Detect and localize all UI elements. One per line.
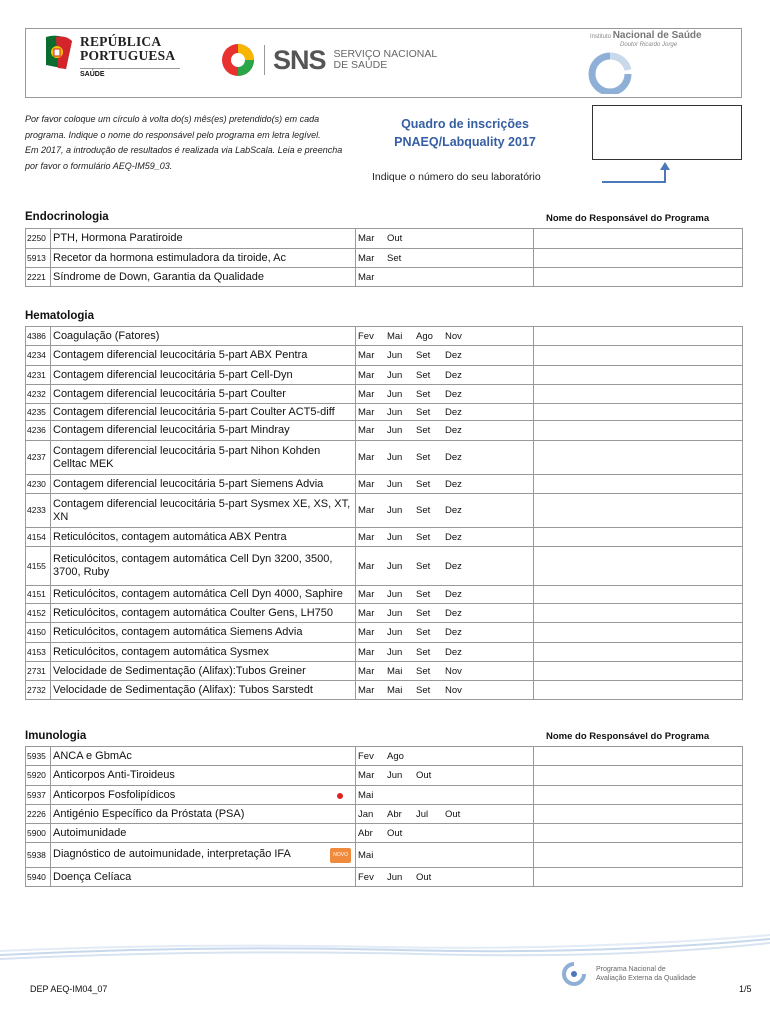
sns-acronym: SNS: [273, 44, 326, 75]
month-option[interactable]: Set: [416, 369, 431, 381]
month-option[interactable]: Mar: [358, 560, 375, 572]
program-name: [51, 586, 356, 604]
table-row: [26, 268, 743, 287]
responsible-name-field[interactable]: [534, 805, 743, 824]
table-hematologia: [25, 326, 743, 700]
month-option[interactable]: Dez: [445, 505, 462, 516]
program-code: 4154: [26, 528, 51, 547]
month-option[interactable]: Nov: [445, 330, 462, 342]
month-option[interactable]: Mar: [358, 646, 375, 658]
month-option[interactable]: Dez: [445, 646, 462, 658]
program-name-text: Reticulócitos, contagem automática Sysmex: [53, 645, 269, 658]
program-name: [51, 786, 356, 805]
program-code: 4237: [26, 441, 51, 475]
program-months: [356, 441, 534, 475]
program-code: 2250: [26, 229, 51, 249]
program-name-text: Reticulócitos, contagem automática Cell Dyn 3200, 3500, 3700, Ruby: [53, 553, 333, 578]
month-option[interactable]: Jun: [387, 369, 403, 381]
program-months: [356, 805, 534, 824]
instructions: [25, 112, 355, 174]
month-option[interactable]: Nov: [445, 684, 462, 696]
program-months: [356, 547, 534, 586]
program-months: [356, 268, 534, 287]
month-option[interactable]: Set: [416, 452, 431, 463]
table-row: [26, 249, 743, 268]
program-code: 4155: [26, 547, 51, 586]
table-row: [26, 404, 743, 421]
program-code: 4233: [26, 494, 51, 528]
pnaeq-logo: [560, 962, 696, 986]
month-option[interactable]: Set: [416, 388, 431, 400]
month-option[interactable]: Dez: [445, 560, 462, 572]
month-option[interactable]: Dez: [445, 607, 462, 619]
month-option[interactable]: Mar: [358, 627, 375, 638]
program-name-text: Reticulócitos, contagem automática Cell Dyn 4000, Saphire: [53, 588, 343, 600]
table-row: [26, 766, 743, 786]
month-option[interactable]: Fev: [358, 871, 374, 883]
month-option[interactable]: Fev: [358, 750, 374, 762]
program-months: [356, 681, 534, 700]
program-months: [356, 604, 534, 623]
table-row: [26, 586, 743, 604]
month-option[interactable]: Jun: [387, 531, 403, 543]
month-option[interactable]: Jun: [387, 607, 403, 619]
program-code: 4236: [26, 421, 51, 441]
month-option[interactable]: Jan: [358, 808, 374, 820]
program-code: 5913: [26, 249, 51, 268]
program-months: [356, 662, 534, 681]
month-option[interactable]: Jun: [387, 589, 403, 600]
month-option[interactable]: Abr: [358, 827, 373, 839]
rp-line2: PORTUGUESA: [80, 48, 176, 63]
responsible-name-field[interactable]: [534, 475, 743, 494]
month-option[interactable]: Jun: [387, 770, 403, 781]
program-months: [356, 366, 534, 385]
month-option[interactable]: Ago: [387, 750, 404, 762]
table-row: [26, 662, 743, 681]
table-row: [26, 366, 743, 385]
program-months: [356, 824, 534, 843]
month-option[interactable]: Mai: [358, 789, 374, 801]
program-months: [356, 229, 534, 249]
table-row: [26, 327, 743, 346]
program-name-text: Anticorpos Fosfolipídicos: [53, 788, 176, 801]
month-option[interactable]: Jun: [387, 452, 403, 463]
responsible-name-field[interactable]: [534, 404, 743, 421]
responsible-name-field[interactable]: [534, 604, 743, 623]
insa-name: Nacional de Saúde: [612, 30, 702, 41]
month-option[interactable]: Set: [416, 478, 431, 490]
month-option[interactable]: Set: [416, 350, 431, 361]
program-code: 2731: [26, 662, 51, 681]
month-option[interactable]: Jul: [416, 808, 429, 820]
month-option[interactable]: Dez: [445, 531, 462, 543]
month-option[interactable]: Dez: [445, 425, 462, 436]
month-option[interactable]: Mar: [358, 505, 375, 516]
month-option[interactable]: Mar: [358, 452, 375, 463]
month-option[interactable]: Dez: [445, 406, 462, 418]
month-option[interactable]: Dez: [445, 350, 462, 361]
page-number: 1/5: [739, 984, 752, 994]
flag-emblem-icon: [44, 35, 74, 69]
month-option[interactable]: Out: [416, 871, 432, 883]
novo-badge: NOVO: [330, 848, 351, 863]
month-option[interactable]: Set: [416, 684, 431, 696]
pnaeq-line1: Programa Nacional de: [596, 966, 666, 973]
month-option[interactable]: Mar: [358, 388, 375, 400]
month-option[interactable]: Mar: [358, 252, 375, 264]
program-code: 4150: [26, 623, 51, 643]
table-row: [26, 623, 743, 643]
responsible-name-field[interactable]: [534, 421, 743, 441]
status-dot-icon: [337, 793, 343, 799]
program-months: [356, 747, 534, 766]
lab-number-field[interactable]: [592, 105, 742, 160]
program-name-text: Reticulócitos, contagem automática Coulter Gens, LH750: [53, 606, 334, 619]
section-title-endocrinologia: Endocrinologia: [25, 211, 109, 223]
program-code: 4234: [26, 346, 51, 366]
program-name-text: Contagem diferencial leucocitária 5-part Nihon Kohden Celltac MEK: [53, 444, 321, 470]
responsible-name-field[interactable]: [534, 662, 743, 681]
month-option[interactable]: Mar: [358, 478, 375, 490]
resp-header-imunologia: Nome do Responsável do Programa: [546, 731, 710, 742]
table-row: [26, 475, 743, 494]
month-option[interactable]: Set: [416, 607, 431, 619]
responsible-name-field[interactable]: [534, 547, 743, 586]
month-option[interactable]: Set: [416, 665, 431, 677]
table-row: [26, 441, 743, 475]
program-name: [51, 494, 356, 528]
month-option[interactable]: Mai: [387, 684, 403, 696]
table-body-hematologia: [26, 327, 743, 700]
responsible-name-field[interactable]: [534, 249, 743, 268]
program-name: [51, 824, 356, 843]
program-name-text: Antigénio Específico da Próstata (PSA): [53, 807, 245, 820]
program-name: [51, 346, 356, 366]
program-name: [51, 229, 356, 249]
month-option[interactable]: Abr: [387, 808, 402, 820]
program-name-text: Diagnóstico de autoimunidade, interpretação IFA: [53, 847, 291, 860]
insa-logo-text: [590, 30, 702, 41]
pnaeq-emblem-icon: [560, 962, 588, 986]
responsible-name-field[interactable]: [534, 528, 743, 547]
program-name: [51, 747, 356, 766]
responsible-name-field[interactable]: [534, 843, 743, 868]
responsible-name-field[interactable]: [534, 441, 743, 475]
program-name-text: ANCA e GbmAc: [53, 749, 132, 762]
program-name: [51, 681, 356, 700]
program-name: [51, 843, 356, 868]
insa-emblem-icon: [588, 52, 633, 94]
insa-prefix: Instituto: [590, 34, 612, 40]
table-row: [26, 604, 743, 623]
month-option[interactable]: Fev: [358, 330, 374, 342]
program-code: 5935: [26, 747, 51, 766]
month-option[interactable]: Ago: [416, 330, 433, 342]
table-row: [26, 843, 743, 868]
rp-line1: REPÚBLICA: [80, 34, 162, 49]
program-code: 4232: [26, 385, 51, 404]
table-body-endocrinologia: [26, 229, 743, 287]
resp-header-endocrinologia: Nome do Responsável do Programa: [546, 213, 710, 224]
program-code: 5937: [26, 786, 51, 805]
month-option[interactable]: Mar: [358, 607, 375, 619]
month-option[interactable]: Mar: [358, 369, 375, 381]
month-option[interactable]: Mar: [358, 770, 375, 781]
program-name-text: Coagulação (Fatores): [53, 329, 160, 342]
program-code: 4230: [26, 475, 51, 494]
program-months: [356, 249, 534, 268]
instructions-2: Em 2017, a introdução de resultados é realizada via LabScala. Leia e preencha por favor o formulário AEQ-IM59_03.: [25, 145, 343, 171]
responsible-name-field[interactable]: [534, 766, 743, 786]
program-name-text: Reticulócitos, contagem automática Siemens Advia: [53, 626, 303, 638]
table-imunologia: [25, 746, 743, 887]
sns-logo: [220, 42, 437, 78]
program-months: [356, 786, 534, 805]
program-name-text: Contagem diferencial leucocitária 5-part Sysmex XE, XS, XT, XN: [53, 497, 351, 523]
responsible-name-field[interactable]: [534, 346, 743, 366]
program-name-text: PTH, Hormona Paratiroide: [53, 232, 183, 244]
document-id: DEP AEQ-IM04_07: [30, 984, 108, 994]
month-option[interactable]: Mai: [358, 849, 374, 861]
table-row: [26, 421, 743, 441]
section-title-hematologia: Hematologia: [25, 310, 95, 322]
responsible-name-field[interactable]: [534, 366, 743, 385]
month-option[interactable]: Jun: [387, 478, 403, 490]
program-code: 5940: [26, 868, 51, 887]
month-option[interactable]: Jun: [387, 646, 403, 658]
pnaeq-line2: Avaliação Externa da Qualidade: [596, 975, 696, 982]
program-name: [51, 547, 356, 586]
month-option[interactable]: Jun: [387, 425, 403, 436]
program-months: [356, 421, 534, 441]
table-row: [26, 805, 743, 824]
program-name: [51, 868, 356, 887]
responsible-name-field[interactable]: [534, 747, 743, 766]
program-code: 4151: [26, 586, 51, 604]
month-option[interactable]: Mar: [358, 271, 375, 283]
table-row: [26, 528, 743, 547]
program-months: [356, 327, 534, 346]
month-option[interactable]: Jun: [387, 627, 403, 638]
table-row: [26, 643, 743, 662]
responsible-name-field[interactable]: [534, 824, 743, 843]
table-row: [26, 681, 743, 700]
month-option[interactable]: Out: [387, 233, 403, 244]
month-option[interactable]: Mar: [358, 406, 375, 418]
program-code: 2226: [26, 805, 51, 824]
program-name: [51, 366, 356, 385]
month-option[interactable]: Set: [416, 406, 431, 418]
program-name-text: Anticorpos Anti-Tiroideus: [53, 769, 175, 781]
program-name: [51, 623, 356, 643]
program-name-text: Contagem diferencial leucocitária 5-part Cell-Dyn: [53, 368, 293, 381]
sns-line2: DE SAÚDE: [333, 59, 388, 71]
program-name: [51, 327, 356, 346]
program-name: [51, 404, 356, 421]
program-months: [356, 843, 534, 868]
month-option[interactable]: Mar: [358, 684, 375, 696]
sns-emblem-icon: [220, 42, 256, 78]
month-option[interactable]: Mar: [358, 233, 375, 244]
program-name: [51, 421, 356, 441]
sns-line1: SERVIÇO NACIONAL: [333, 48, 438, 60]
program-months: [356, 494, 534, 528]
month-option[interactable]: Set: [416, 531, 431, 543]
program-months: [356, 404, 534, 421]
table-row: [26, 547, 743, 586]
program-name: [51, 766, 356, 786]
responsible-name-field[interactable]: [534, 385, 743, 404]
program-name: [51, 385, 356, 404]
program-name: [51, 475, 356, 494]
program-code: 4153: [26, 643, 51, 662]
month-option[interactable]: Nov: [445, 665, 462, 677]
month-option[interactable]: Mar: [358, 350, 375, 361]
month-option[interactable]: Mar: [358, 425, 375, 436]
month-option[interactable]: Set: [416, 560, 431, 572]
program-code: 2732: [26, 681, 51, 700]
responsible-name-field[interactable]: [534, 327, 743, 346]
month-option[interactable]: Mai: [387, 330, 403, 342]
program-months: [356, 623, 534, 643]
program-name: [51, 249, 356, 268]
program-months: [356, 528, 534, 547]
program-months: [356, 766, 534, 786]
month-option[interactable]: Set: [416, 425, 431, 436]
arrow-up-icon: [600, 160, 680, 188]
program-months: [356, 385, 534, 404]
program-name: [51, 604, 356, 623]
responsible-name-field[interactable]: [534, 229, 743, 249]
month-option[interactable]: Dez: [445, 589, 462, 600]
program-code: 4235: [26, 404, 51, 421]
table-body-imunologia: [26, 747, 743, 887]
month-option[interactable]: Dez: [445, 478, 462, 490]
program-months: [356, 643, 534, 662]
program-name: [51, 268, 356, 287]
responsible-name-field[interactable]: [534, 268, 743, 287]
month-option[interactable]: Jun: [387, 350, 403, 361]
table-row: [26, 346, 743, 366]
month-option[interactable]: Out: [445, 808, 461, 820]
sns-divider: [264, 45, 265, 75]
program-name-text: Reticulócitos, contagem automática ABX Pentra: [53, 530, 287, 543]
table-row: [26, 494, 743, 528]
program-name-text: Doença Celíaca: [53, 870, 132, 883]
program-name: [51, 662, 356, 681]
table-row: [26, 229, 743, 249]
month-option[interactable]: Set: [387, 252, 402, 264]
month-option[interactable]: Dez: [445, 388, 462, 400]
program-name-text: Contagem diferencial leucocitária 5-part Coulter: [53, 387, 286, 400]
month-option[interactable]: Jun: [387, 560, 403, 572]
month-option[interactable]: Out: [416, 770, 432, 781]
month-option[interactable]: Mar: [358, 665, 375, 677]
form-title: [365, 115, 565, 151]
responsible-name-field[interactable]: [534, 586, 743, 604]
program-name: [51, 643, 356, 662]
decorative-waves: [0, 925, 770, 965]
program-code: 5938: [26, 843, 51, 868]
month-option[interactable]: Mai: [387, 665, 403, 677]
insa-sub: Doutor Ricardo Jorge: [620, 42, 678, 48]
program-name: [51, 528, 356, 547]
program-months: [356, 475, 534, 494]
program-months: [356, 868, 534, 887]
month-option[interactable]: Set: [416, 627, 431, 638]
month-option[interactable]: Dez: [445, 452, 462, 463]
republica-portuguesa-logo: [44, 35, 180, 78]
month-option[interactable]: Jun: [387, 388, 403, 400]
table-row: [26, 868, 743, 887]
responsible-name-field[interactable]: [534, 623, 743, 643]
table-row: [26, 824, 743, 843]
table-row: [26, 385, 743, 404]
program-months: [356, 586, 534, 604]
program-name-text: Contagem diferencial leucocitária 5-part Siemens Advia: [53, 477, 324, 490]
responsible-name-field[interactable]: [534, 494, 743, 528]
program-code: 4386: [26, 327, 51, 346]
month-option[interactable]: Dez: [445, 627, 462, 638]
form-title-1: Quadro de inscrições: [401, 117, 529, 131]
month-option[interactable]: Set: [416, 505, 431, 516]
program-name-text: Recetor da hormona estimuladora da tiroide, Ac: [53, 251, 286, 264]
program-name-text: Síndrome de Down, Garantia da Qualidade: [53, 270, 264, 283]
table-row: [26, 747, 743, 766]
program-code: 5920: [26, 766, 51, 786]
program-name: [51, 441, 356, 475]
responsible-name-field[interactable]: [534, 681, 743, 700]
program-code: 2221: [26, 268, 51, 287]
responsible-name-field[interactable]: [534, 868, 743, 887]
lab-number-prompt: Indique o número do seu laboratório: [372, 171, 541, 183]
program-code: 5900: [26, 824, 51, 843]
section-title-imunologia: Imunologia: [25, 730, 87, 742]
form-title-2: PNAEQ/Labquality 2017: [394, 135, 536, 149]
month-option[interactable]: Jun: [387, 406, 403, 418]
program-months: [356, 346, 534, 366]
program-code: 4152: [26, 604, 51, 623]
month-option[interactable]: Out: [387, 827, 403, 839]
rp-sub: SAÚDE: [80, 68, 180, 78]
program-name-text: Contagem diferencial leucocitária 5-part Mindray: [53, 424, 290, 436]
program-name: [51, 805, 356, 824]
month-option[interactable]: Dez: [445, 369, 462, 381]
instructions-1: Por favor coloque um círculo à volta do(s) mês(es) pretendido(s) em cada programa. Indique o nome do responsável pelo programa em letra legível.: [25, 114, 321, 140]
program-name-text: Contagem diferencial leucocitária 5-part Coulter ACT5-diff: [53, 405, 335, 418]
month-option[interactable]: Jun: [387, 505, 403, 516]
responsible-name-field[interactable]: [534, 786, 743, 805]
month-option[interactable]: Jun: [387, 871, 403, 883]
month-option[interactable]: Set: [416, 589, 431, 600]
program-code: 4231: [26, 366, 51, 385]
program-name-text: Velocidade de Sedimentação (Alifax): Tubos Sarstedt: [53, 683, 313, 696]
program-name-text: Velocidade de Sedimentação (Alifax):Tubos Greiner: [53, 664, 306, 677]
table-row: [26, 786, 743, 805]
month-option[interactable]: Mar: [358, 531, 375, 543]
program-name-text: Contagem diferencial leucocitária 5-part ABX Pentra: [53, 349, 308, 361]
responsible-name-field[interactable]: [534, 643, 743, 662]
month-option[interactable]: Mar: [358, 589, 375, 600]
table-endocrinologia: [25, 228, 743, 287]
program-name-text: Autoimunidade: [53, 826, 127, 839]
month-option[interactable]: Set: [416, 646, 431, 658]
